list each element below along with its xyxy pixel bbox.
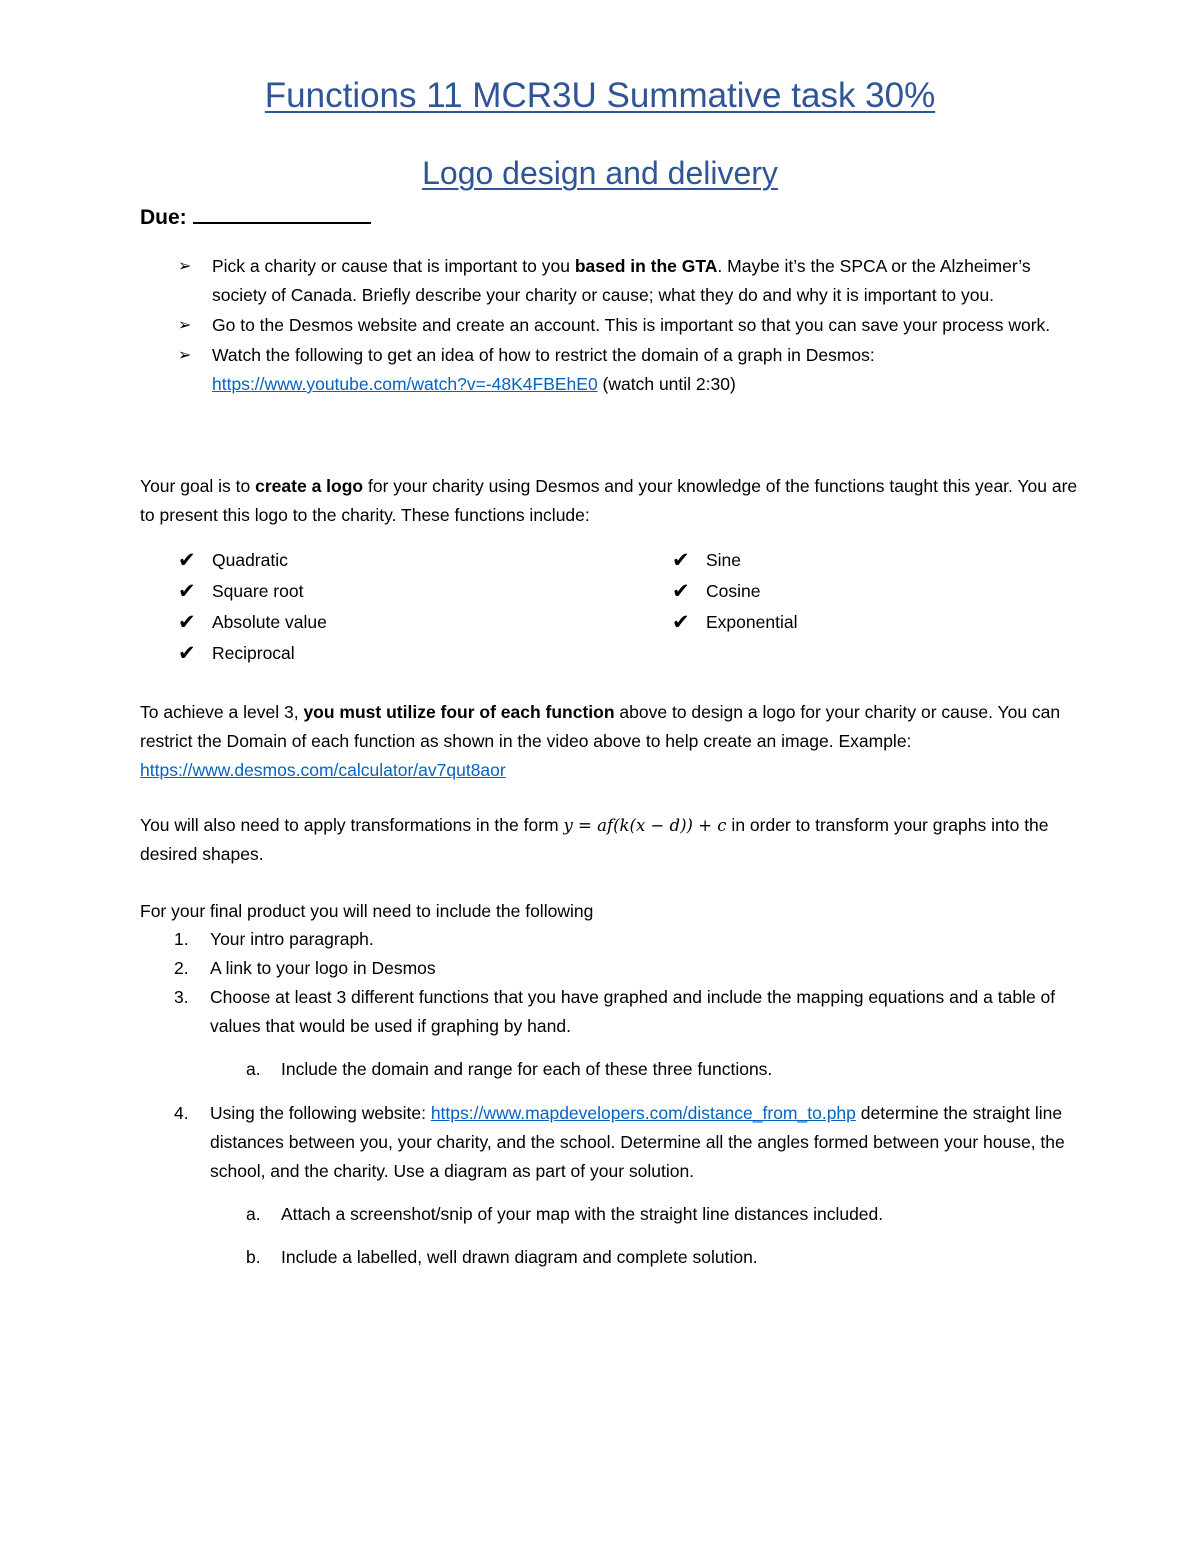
checkmark-icon: ✔ xyxy=(178,611,196,634)
due-date-field xyxy=(140,200,371,234)
instruction-item: ➢ Watch the following to get an idea of how to restrict the domain of a graph in Desmos: https://www.youtube.com/watch?v=-48K4FBEhE0 (watch until 2:30) xyxy=(140,341,1060,399)
instruction-item: ➢ Go to the Desmos website and create an account. This is important so that you can save your process work. xyxy=(140,311,1060,340)
checkmark-icon: ✔ xyxy=(178,580,196,603)
final-product-list xyxy=(140,925,1110,1272)
transform-paragraph: You will also need to apply transformations in the form y = af(k(x − d)) + c in order to transform your graphs into the desired shapes. xyxy=(140,815,1049,864)
checkmark-icon: ✔ xyxy=(672,580,690,603)
sub-list-item: b. Include a labelled, well drawn diagram and complete solution. xyxy=(246,1247,758,1267)
desmos-example-link[interactable]: https://www.desmos.com/calculator/av7qut8aor xyxy=(140,760,506,780)
final-product-intro: For your final product you will need to include the following xyxy=(140,901,594,921)
checklist-item: ✔ Quadratic xyxy=(178,546,288,575)
arrow-bullet-icon: ➢ xyxy=(178,347,192,364)
checkmark-icon: ✔ xyxy=(672,549,690,572)
checklist-item: ✔ Cosine xyxy=(672,577,760,606)
page-subtitle: Logo design and delivery xyxy=(422,155,778,191)
checkmark-icon: ✔ xyxy=(178,549,196,572)
list-item: 2. A link to your logo in Desmos xyxy=(174,958,436,978)
mapdevelopers-link[interactable]: https://www.mapdevelopers.com/distance_from_to.php xyxy=(430,1103,856,1123)
checklist-item: ✔ Reciprocal xyxy=(178,639,295,668)
checklist-item: ✔ Exponential xyxy=(672,608,797,637)
sub-list-item: a. Attach a screenshot/snip of your map with the straight line distances included. xyxy=(246,1204,884,1224)
checklist-item: ✔ Sine xyxy=(672,546,741,575)
list-item: 1. Your intro paragraph. xyxy=(174,929,374,949)
list-item: 3. Choose at least 3 different functions that you have graphed and include the mapping equations and a table of values that would be used if graphing by hand. xyxy=(174,987,1056,1036)
checklist-item: ✔ Square root xyxy=(178,577,303,606)
due-blank-line xyxy=(193,200,371,224)
youtube-link[interactable]: https://www.youtube.com/watch?v=-48K4FBEhE0 xyxy=(212,374,598,394)
instruction-item: ➢ Pick a charity or cause that is important to you based in the GTA. Maybe it’s the SPCA or the Alzheimer’s society of Canada. Briefly describe your charity or cause; what they do and why it is important to you. xyxy=(140,252,1060,310)
goal-paragraph: Your goal is to create a logo for your charity using Desmos and your knowledge of the functions taught this year. You are to present this logo to the charity. These functions include: xyxy=(140,476,1078,525)
page-title: Functions 11 MCR3U Summative task 30% xyxy=(264,76,936,115)
due-label: Due: xyxy=(140,206,187,229)
transformation-formula: y = af(k(x − d)) + c xyxy=(563,816,727,835)
checklist-item: ✔ Absolute value xyxy=(178,608,327,637)
arrow-bullet-icon: ➢ xyxy=(178,317,192,334)
level3-paragraph: To achieve a level 3, you must utilize four of each function above to design a logo for your charity or cause. You can restrict the Domain of each function as shown in the video above to help create an image. Example: https://www.desmos.com/calculator/av7qut8aor xyxy=(140,702,1061,780)
checkmark-icon: ✔ xyxy=(178,642,196,665)
checkmark-icon: ✔ xyxy=(672,611,690,634)
list-item: 4. Using the following website: https://www.mapdevelopers.com/distance_from_to.php determine the straight line distances between you, your charity, and the school. Determine all the angles formed between your house, the school, and the charity. Use a diagram as part of your solution. xyxy=(174,1103,1065,1181)
instruction-list xyxy=(140,252,1060,400)
arrow-bullet-icon: ➢ xyxy=(178,258,192,275)
sub-list-item: a. Include the domain and range for each of these three functions. xyxy=(246,1059,773,1079)
